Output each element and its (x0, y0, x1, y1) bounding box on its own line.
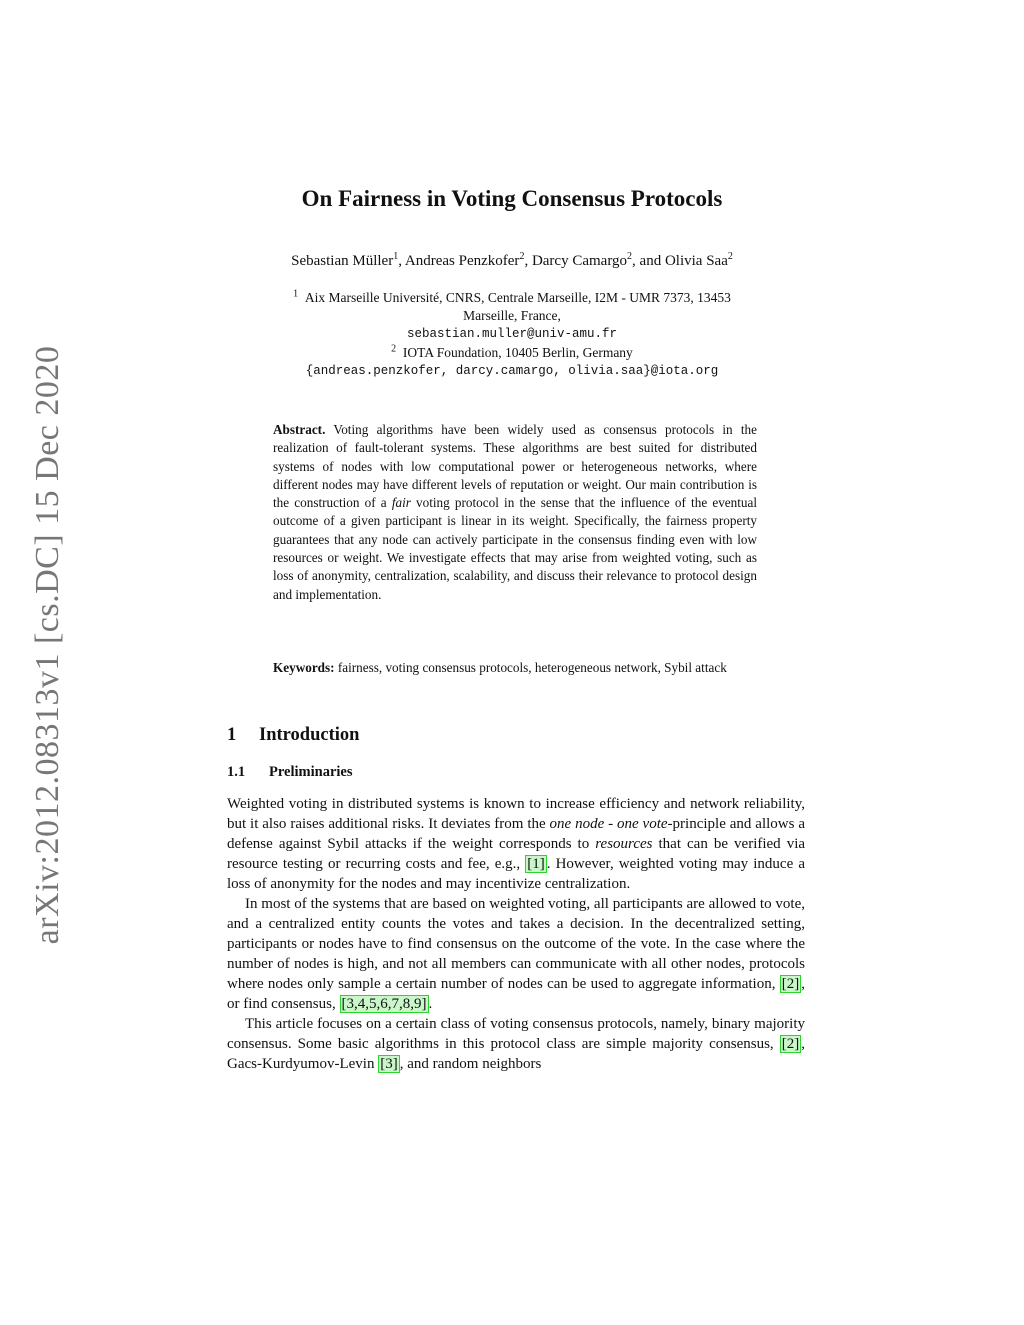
affiliation-1 (0, 289, 1024, 343)
body-text (227, 794, 805, 1074)
section-number: 1 (227, 725, 237, 745)
subsection-number: 1.1 (227, 764, 246, 780)
emphasis: one node - one vote (549, 816, 668, 832)
section-heading (227, 725, 359, 746)
arxiv-identifier-stamp: arXiv:2012.08313v1 [cs.DC] 15 Dec 2020 (29, 345, 66, 945)
author-name: Sebastian Müller (291, 253, 394, 269)
author-name: Darcy Camargo (531, 253, 628, 269)
subsection-title: Preliminaries (269, 764, 353, 780)
citation-link[interactable]: [2] (781, 1036, 800, 1052)
author-name: Andreas Penzkofer (404, 253, 520, 269)
citation-link[interactable]: [3] (380, 1056, 398, 1072)
abstract-text: Voting algorithms have been widely used as consensus protocols in the realization of fault-tolerant systems. These algorithms are best suited for distributed systems of nodes with low computational power or heterogeneous networks, where different nodes may have different levels of reputation or weight. Our main contribution is the construction of a (273, 422, 757, 511)
abstract-label: Abstract. (273, 422, 326, 437)
affiliation-1-email[interactable]: sebastian.muller@univ-amu.fr (406, 327, 618, 341)
author-affiliation-mark: 1 (393, 251, 399, 262)
author-affiliation-mark: 2 (727, 251, 733, 262)
subsection-heading (227, 764, 353, 781)
paragraph: This article focuses on a certain class of voting consensus protocols, namely, binary majority consensus. Some basic algorithms in this protocol class are simple majority consensus, [2] , Gacs-Kurdyumov-Levin [3] , and random neighbors (227, 1016, 806, 1072)
keywords-text: fairness, voting consensus protocols, heterogeneous network, Sybil attack (337, 660, 727, 675)
citation-link[interactable]: [2] (781, 976, 800, 992)
citation-link[interactable]: [1] (527, 856, 545, 872)
emphasis: resources (595, 836, 653, 852)
author-list: Sebastian Müller$^1$, Andreas Penzkofer$^2$, Darcy Camargo$^2$, and Olivia Saa$^2$ (291, 251, 733, 269)
author-affiliation-mark: 2 (627, 251, 633, 262)
abstract-text: voting protocol in the sense that the influence of the eventual outcome of a given participant is linear in its weight. Specifically, the fairness property guarantees that any node can actively participate in the consensus finding even with low resources or weight. We investigate effects that may arise from weighted voting, such as loss of anonymity, centralization, scalability, and discuss their relevance to protocol design and implementation. (273, 495, 758, 602)
author-affiliation-mark: 2 (519, 251, 525, 262)
paper-title: On Fairness in Voting Consensus Protocols (301, 186, 723, 211)
abstract-emphasis: fair (391, 495, 411, 511)
abstract (273, 421, 757, 604)
author-name: Olivia Saa (664, 253, 728, 269)
affiliation-2-line1: $^2$ IOTA Foundation, 10405 Berlin, Germany (391, 343, 633, 360)
section-title: Introduction (259, 725, 360, 745)
affiliation-2-email[interactable]: {andreas.penzkofer, darcy.camargo, olivia.saa}@iota.org (305, 364, 719, 378)
paragraph: In most of the systems that are based on weighted voting, all participants are allowed to vote, and a centralized entity counts the votes and takes a decision. In the decentralized setting, participants or nodes have to find consensus on the outcome of the vote. In the case where the number of nodes is high, and not all members can communicate with all other nodes, protocols where nodes only sample a certain number of nodes can be used to aggregate information, [2] , or find consensus, [3,4,5,6,7,8,9] . (227, 896, 806, 1012)
paragraph: Weighted voting in distributed systems is known to increase efficiency and network reliability, but it also raises additional risks. It deviates from the one node - one vote-principle and allows a defense against Sybil attacks if the weight corresponds to resources that can be verified via resource testing or recurring costs and fee, e.g., [1] . However, weighted voting may induce a loss of anonymity for the nodes and may incentivize centralization. (227, 796, 806, 892)
keywords (273, 659, 757, 677)
affiliation-2 (0, 344, 1024, 380)
keywords-label: Keywords: (273, 660, 335, 675)
citation-link[interactable]: [3,4,5,6,7,8,9] (341, 996, 427, 1012)
affiliation-1-line2: Marseille, France, (463, 308, 561, 323)
affiliation-1-line1: $^1$ Aix Marseille Université, CNRS, Centrale Marseille, I2M - UMR 7373, 13453 (293, 288, 731, 305)
